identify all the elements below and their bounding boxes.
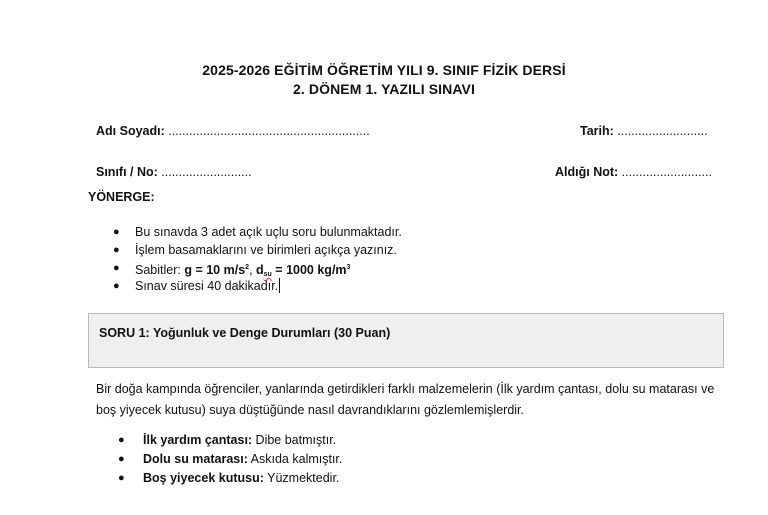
item-state: Yüzmektedir. xyxy=(263,471,340,485)
item-name: Dolu su matarası: xyxy=(143,452,248,466)
density-subscript: su xyxy=(263,271,272,278)
grade-field[interactable] xyxy=(555,165,712,179)
grade-dots: .......................... xyxy=(618,165,712,179)
class-dots: .......................... xyxy=(157,165,252,179)
item-name: Boş yiyecek kutusu: xyxy=(143,471,264,485)
observation-item xyxy=(118,469,342,488)
bullet-icon: ● xyxy=(118,434,125,446)
gravity-constant: g = 10 $m/s^2$ xyxy=(184,263,250,277)
name-field[interactable] xyxy=(96,124,370,138)
question-title-box xyxy=(88,313,724,368)
bullet-icon: ● xyxy=(113,226,120,238)
bullet-icon: ● xyxy=(118,453,125,465)
instruction-text[interactable]: Sınav süresi 40 dakikadır. xyxy=(135,279,279,293)
exam-title: 2025-2026 EĞİTİM ÖĞRETİM YILI 9. SINIF FİZİK DERSİ xyxy=(202,62,566,78)
observation-item xyxy=(118,450,342,469)
observation-item xyxy=(118,431,342,450)
instructions-list xyxy=(113,223,402,295)
name-dots: .......................................................... xyxy=(164,124,370,138)
item-state: Dibe batmıştır. xyxy=(252,433,337,447)
grade-label: Aldığı Not: xyxy=(555,165,619,179)
instruction-text: Bu sınavda 3 adet açık uçlu soru bulunmaktadır. xyxy=(135,225,402,239)
bullet-icon: ● xyxy=(118,472,125,484)
bullet-icon: ● xyxy=(113,262,120,274)
instruction-item xyxy=(113,277,402,295)
instruction-item-constants xyxy=(113,259,402,277)
constants-separator: , xyxy=(249,263,257,277)
instruction-item xyxy=(113,241,402,259)
name-label: Adı Soyadı: xyxy=(96,124,165,138)
bullet-icon: ● xyxy=(113,280,120,292)
question-paragraph: Bir doğa kampında öğrenciler, yanlarında getirdikleri farklı malzemelerin (İlk yardım çantası, dolu su matarası ve boş yiyecek kutusu) suya düştüğünde nasıl davrandıklarını gözlemlemişlerdir. xyxy=(96,382,715,417)
item-state: Askıda kalmıştır. xyxy=(247,452,343,466)
gravity-exponent: 2 xyxy=(245,264,250,271)
item-name: İlk yardım çantası: xyxy=(143,433,253,447)
date-field[interactable] xyxy=(580,124,708,138)
exam-subtitle: 2. DÖNEM 1. YAZILI SINAVI xyxy=(293,81,475,97)
date-label: Tarih: xyxy=(580,124,614,138)
instructions-heading: YÖNERGE: xyxy=(88,190,155,204)
text-cursor xyxy=(279,278,280,293)
bullet-icon: ● xyxy=(113,244,120,256)
observation-list xyxy=(118,431,342,488)
class-field[interactable] xyxy=(96,165,252,179)
class-label: Sınıfı / No: xyxy=(96,165,158,179)
date-dots: .......................... xyxy=(613,124,708,138)
density-exponent: 3 xyxy=(346,264,351,271)
instruction-text: İşlem basamaklarını ve birimleri açıkça yazınız. xyxy=(135,243,397,257)
constants-prefix: Sabitler: xyxy=(135,263,185,277)
water-density-constant: $d_{su} = 1000$ $kg/m^3$ xyxy=(256,263,351,278)
question-title: SORU 1: Yoğunluk ve Denge Durumları (30 Puan) xyxy=(99,326,391,340)
instruction-item xyxy=(113,223,402,241)
